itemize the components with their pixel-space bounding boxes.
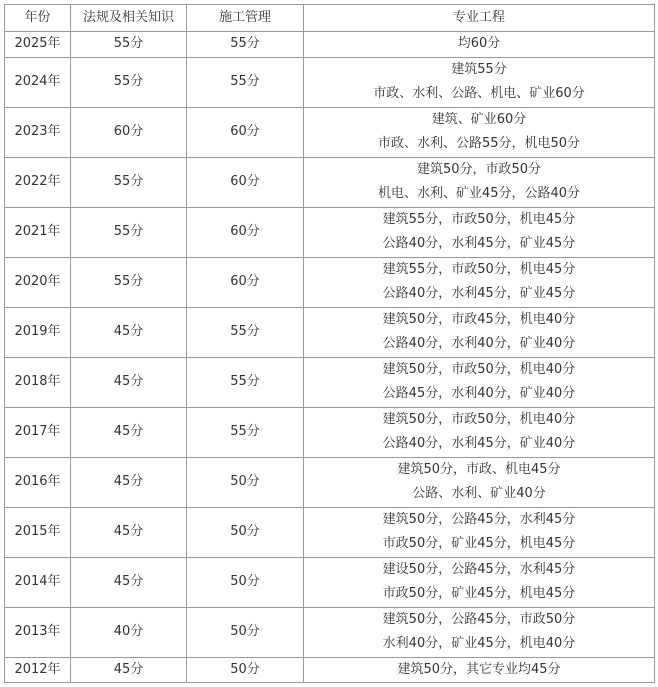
- year-cell: 2017年: [5, 407, 71, 457]
- specialty-score-line: 水利40分，矿业45分，机电40分: [382, 636, 576, 651]
- year-cell: 2016年: [5, 457, 71, 507]
- table-row: [5, 407, 655, 457]
- management-score-cell: 50分: [187, 557, 304, 607]
- specialty-score-line: 公路40分，水利45分，矿业40分: [382, 436, 576, 451]
- law-score-cell: 45分: [71, 557, 187, 607]
- law-score-cell: 45分: [71, 357, 187, 407]
- specialty-score-line: 建筑55分，市政50分，机电45分: [382, 211, 576, 227]
- specialty-score-cell: [304, 257, 655, 307]
- specialty-score-line: 市政50分，矿业45分，机电45分: [382, 586, 576, 601]
- table-row: [5, 307, 655, 357]
- specialty-score-cell: [304, 407, 655, 457]
- table-row: [5, 657, 655, 683]
- law-score-cell: 55分: [71, 207, 187, 257]
- year-cell: 2025年: [5, 32, 71, 58]
- passing-score-table: [4, 4, 655, 683]
- management-score-cell: 60分: [187, 207, 304, 257]
- specialty-score-line: 市政、水利、公路、机电、矿业60分: [373, 86, 585, 101]
- specialty-score-line: 公路45分，水利40分，矿业40分: [382, 386, 576, 401]
- specialty-score-cell: [304, 307, 655, 357]
- table-row: [5, 357, 655, 407]
- management-score-cell: 50分: [187, 507, 304, 557]
- table-row: [5, 457, 655, 507]
- specialty-score-line: 建筑50分，市政50分，机电40分: [382, 361, 576, 377]
- year-cell: 2013年: [5, 607, 71, 657]
- year-cell: 2018年: [5, 357, 71, 407]
- header-row: [5, 5, 655, 32]
- specialty-score-line: 公路40分，水利45分，矿业45分: [382, 286, 576, 301]
- year-cell: 2014年: [5, 557, 71, 607]
- specialty-score-cell: [304, 457, 655, 507]
- specialty-score-line: 建筑50分，市政50分: [416, 161, 542, 177]
- specialty-score-cell: [304, 557, 655, 607]
- management-score-cell: 55分: [187, 407, 304, 457]
- law-score-cell: 45分: [71, 657, 187, 683]
- management-score-cell: 55分: [187, 57, 304, 107]
- specialty-score-cell: [304, 507, 655, 557]
- law-score-cell: 45分: [71, 307, 187, 357]
- header-specialty: 专业工程: [304, 5, 655, 32]
- table-row: [5, 32, 655, 58]
- specialty-score-line: 建筑50分，市政50分，机电40分: [382, 411, 576, 427]
- specialty-score-line: 建设50分，公路45分，水利45分: [382, 561, 576, 577]
- law-score-cell: 45分: [71, 407, 187, 457]
- table-header: [5, 5, 655, 32]
- header-management: 施工管理: [187, 5, 304, 32]
- table-row: [5, 57, 655, 107]
- specialty-score-cell: [304, 107, 655, 157]
- specialty-score-line: 公路40分，水利40分，矿业40分: [382, 336, 576, 351]
- table-row: [5, 557, 655, 607]
- law-score-cell: 45分: [71, 457, 187, 507]
- specialty-score-line: 建筑、矿业60分: [431, 111, 527, 127]
- specialty-score-line: 建筑50分，市政45分，机电40分: [382, 311, 576, 327]
- specialty-score-line: 建筑50分，公路45分，水利45分: [382, 511, 576, 527]
- law-score-cell: 55分: [71, 257, 187, 307]
- specialty-score-cell: [304, 207, 655, 257]
- specialty-score-line: 建筑50分，其它专业均45分: [397, 661, 561, 677]
- specialty-score-line: 均60分: [457, 36, 501, 51]
- header-law: 法规及相关知识: [71, 5, 187, 32]
- table-row: [5, 507, 655, 557]
- specialty-score-line: 公路40分，水利45分，矿业45分: [382, 236, 576, 251]
- management-score-cell: 60分: [187, 257, 304, 307]
- table-row: [5, 157, 655, 207]
- table-row: [5, 607, 655, 657]
- specialty-score-line: 建筑50分，市政、机电45分: [397, 461, 561, 477]
- specialty-score-cell: [304, 607, 655, 657]
- specialty-score-line: 建筑55分: [451, 61, 507, 77]
- specialty-score-cell: [304, 57, 655, 107]
- management-score-cell: 50分: [187, 607, 304, 657]
- law-score-cell: 55分: [71, 57, 187, 107]
- law-score-cell: 55分: [71, 157, 187, 207]
- year-cell: 2022年: [5, 157, 71, 207]
- management-score-cell: 60分: [187, 107, 304, 157]
- specialty-score-line: 机电、水利、矿业45分，公路40分: [377, 186, 581, 201]
- year-cell: 2023年: [5, 107, 71, 157]
- specialty-score-cell: [304, 157, 655, 207]
- header-year: 年份: [5, 5, 71, 32]
- law-score-cell: 45分: [71, 507, 187, 557]
- year-cell: 2019年: [5, 307, 71, 357]
- management-score-cell: 55分: [187, 307, 304, 357]
- management-score-cell: 50分: [187, 457, 304, 507]
- table-row: [5, 257, 655, 307]
- table-body: [5, 32, 655, 683]
- table-row: [5, 107, 655, 157]
- table-row: [5, 207, 655, 257]
- year-cell: 2020年: [5, 257, 71, 307]
- specialty-score-line: 建筑55分，市政50分，机电45分: [382, 261, 576, 277]
- management-score-cell: 55分: [187, 32, 304, 58]
- year-cell: 2021年: [5, 207, 71, 257]
- management-score-cell: 50分: [187, 657, 304, 683]
- specialty-score-cell: [304, 657, 655, 683]
- specialty-score-line: 公路、水利、矿业40分: [412, 486, 546, 501]
- specialty-score-line: 市政、水利、公路55分，机电50分: [377, 136, 581, 151]
- year-cell: 2012年: [5, 657, 71, 683]
- management-score-cell: 55分: [187, 357, 304, 407]
- specialty-score-cell: [304, 32, 655, 58]
- law-score-cell: 40分: [71, 607, 187, 657]
- law-score-cell: 60分: [71, 107, 187, 157]
- law-score-cell: 55分: [71, 32, 187, 58]
- specialty-score-cell: [304, 357, 655, 407]
- specialty-score-line: 建筑50分，公路45分，市政50分: [382, 611, 576, 627]
- year-cell: 2015年: [5, 507, 71, 557]
- year-cell: 2024年: [5, 57, 71, 107]
- management-score-cell: 60分: [187, 157, 304, 207]
- specialty-score-line: 市政50分，矿业45分，机电45分: [382, 536, 576, 551]
